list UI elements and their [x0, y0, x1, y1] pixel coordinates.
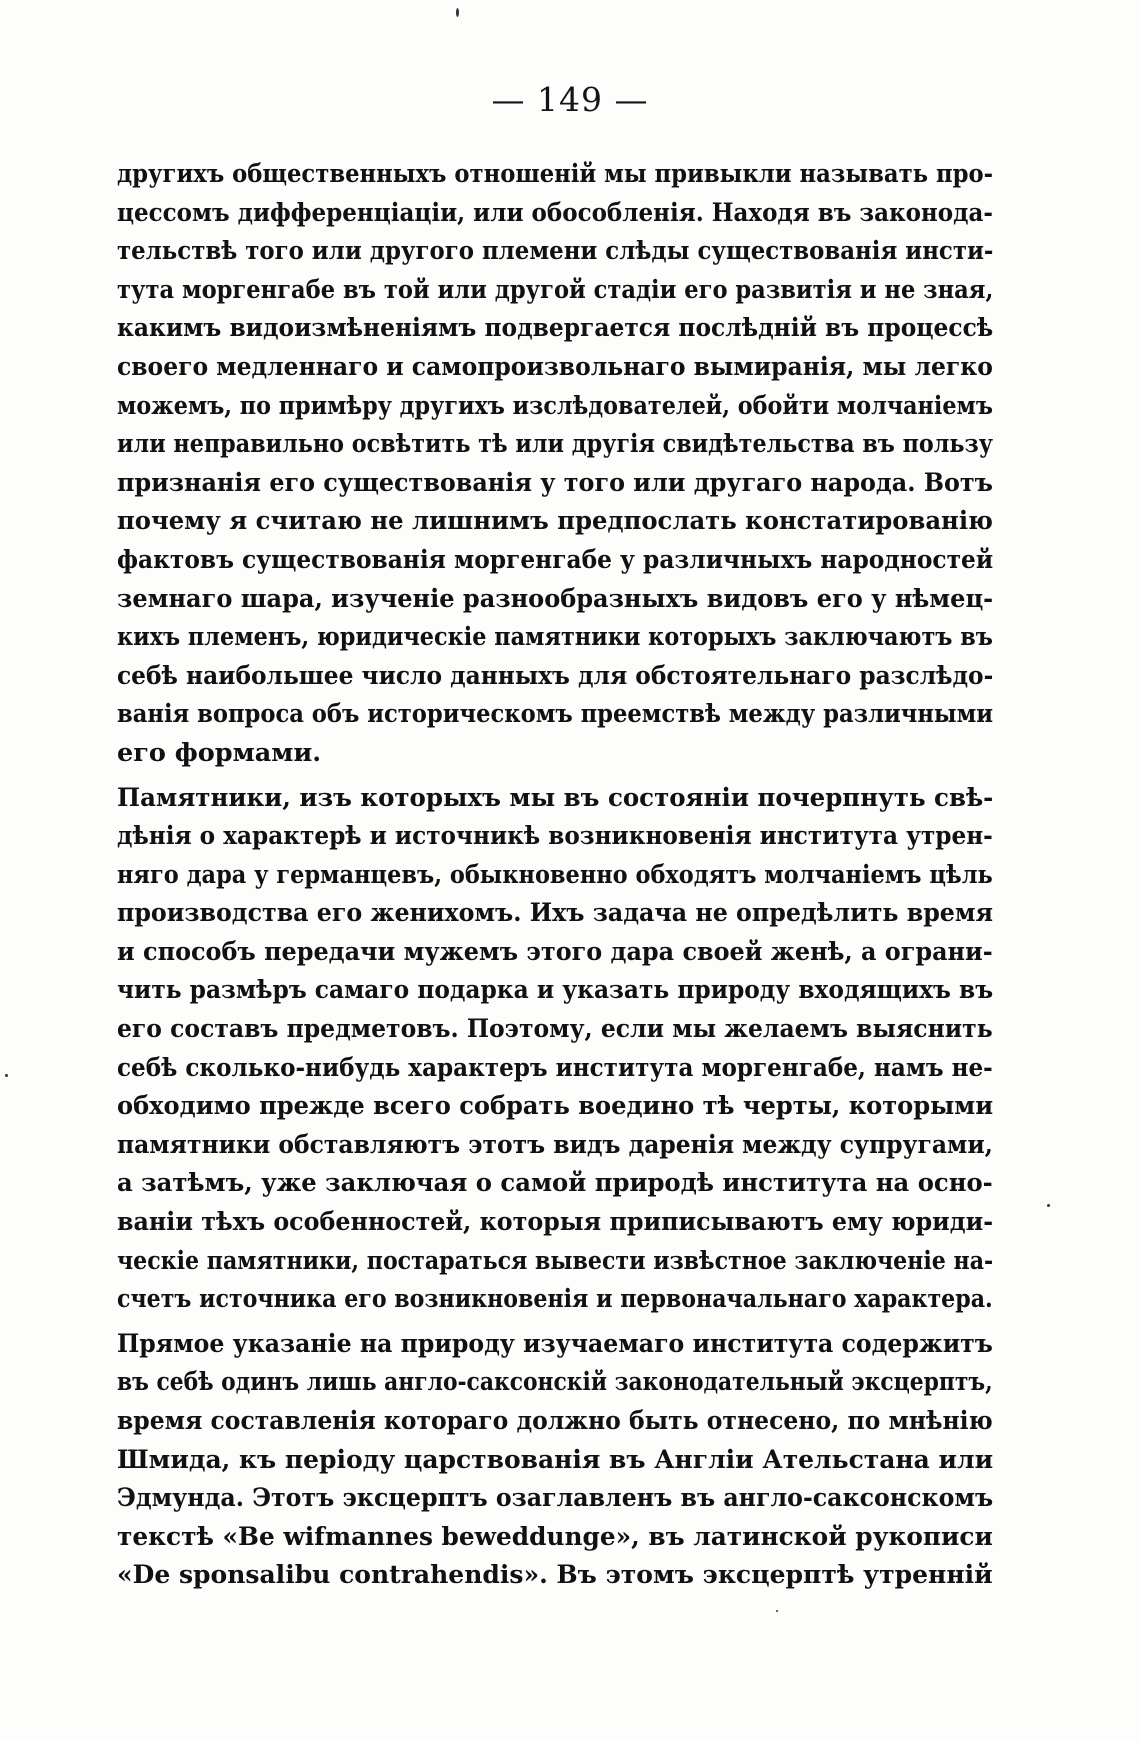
text-line: чить размѣръ самаго подарка и указать природу входящихъ въ: [117, 975, 994, 1006]
print-speck: [5, 1074, 8, 1077]
text-line: себѣ наибольшее число данныхъ для обстоятельнаго разслѣдо-: [117, 660, 994, 691]
text-line: другихъ общественныхъ отношеній мы привыкли называть про-: [117, 159, 994, 189]
text-line: Шмида, къ періоду царствованія въ Англіи Ательстана или: [117, 1444, 994, 1475]
text-line: въ себѣ одинъ лишь англо-саксонскій законодательный эксцерптъ,: [117, 1367, 993, 1398]
text-line: его формами.: [117, 737, 322, 768]
print-speck: [456, 8, 459, 17]
text-line: тельствѣ того или другого племени слѣды существованія инсти-: [117, 236, 994, 267]
text-line: своего медленнаго и самопроизвольнаго вымиранія, мы легко: [117, 351, 993, 382]
text-line: Эдмунда. Этотъ эксцерптъ озаглавленъ въ англо-саксонскомъ: [117, 1483, 994, 1514]
text-line: обходимо прежде всего собрать воедино тѣ черты, которыми: [117, 1091, 994, 1122]
text-line: памятники обставляютъ этотъ видъ даренія между супругами,: [117, 1129, 993, 1160]
paragraph: [117, 779, 993, 1319]
text-line: тута моргенгабе въ той или другой стадіи его развитія и не зная,: [117, 274, 994, 305]
paragraph: [117, 1325, 993, 1595]
text-line: признанія его существованія у того или другаго народа. Вотъ: [117, 467, 993, 498]
text-line: текстѣ «Be wifmannes beweddunge», въ латинской рукописи: [117, 1521, 993, 1552]
print-speck: [1047, 1204, 1050, 1207]
page-number: — 149 —: [491, 80, 649, 119]
text-line: кихъ племенъ, юридическіе памятники которыхъ заключаютъ въ: [117, 622, 993, 653]
text-line: Памятники, изъ которыхъ мы въ состояніи почерпнуть свѣ-: [117, 782, 994, 813]
page-body-text: [117, 155, 993, 1601]
text-line: его составъ предметовъ. Поэтому, если мы желаемъ выяснить: [117, 1014, 993, 1045]
text-line: ваніи тѣхъ особенностей, которыя приписываютъ ему юриди-: [117, 1207, 994, 1238]
text-line: Прямое указаніе на природу изучаемаго института содержитъ: [117, 1328, 993, 1359]
text-line: цессомъ дифференціаціи, или обособленія. Находя въ законода-: [117, 197, 993, 228]
text-line: фактовъ существованія моргенгабе у различныхъ народностей: [117, 544, 994, 575]
text-line: ческіе памятники, постараться вывести извѣстное заключеніе на-: [117, 1245, 994, 1276]
text-line: и способъ передачи мужемъ этого дара своей женѣ, а ограни-: [117, 936, 993, 967]
print-speck: [776, 1610, 778, 1612]
text-line: а затѣмъ, уже заключая о самой природѣ института на осно-: [117, 1168, 993, 1199]
text-line: дѣнія о характерѣ и источникѣ возникновенія института утрен-: [117, 821, 993, 852]
text-line: время составленія котораго должно быть отнесено, по мнѣнію: [117, 1406, 993, 1436]
text-line: счетъ источника его возникновенія и первоначальнаго характера.: [117, 1284, 993, 1315]
text-line: ванія вопроса объ историческомъ преемствѣ между различными: [117, 699, 994, 730]
paragraph: [117, 155, 993, 773]
text-line: почему я считаю не лишнимъ предпослать констатированію: [117, 506, 993, 537]
text-line: или неправильно освѣтить тѣ или другія свидѣтельства въ пользу: [117, 429, 993, 460]
text-line: себѣ сколько-нибудь характеръ института моргенгабе, намъ не-: [117, 1052, 993, 1083]
text-line: можемъ, по примѣру другихъ изслѣдователей, обойти молчаніемъ: [117, 390, 993, 421]
text-line: «De sponsalibu contrahendis». Въ этомъ эксцерптѣ утренній: [117, 1560, 993, 1591]
text-line: земнаго шара, изученіе разнообразныхъ видовъ его у нѣмец-: [117, 583, 994, 614]
text-line: няго дара у германцевъ, обыкновенно обходятъ молчаніемъ цѣль: [117, 859, 993, 890]
text-line: какимъ видоизмѣненіямъ подвергается послѣдній въ процессѣ: [117, 313, 994, 344]
text-line: производства его женихомъ. Ихъ задача не опредѣлить время: [117, 898, 993, 929]
